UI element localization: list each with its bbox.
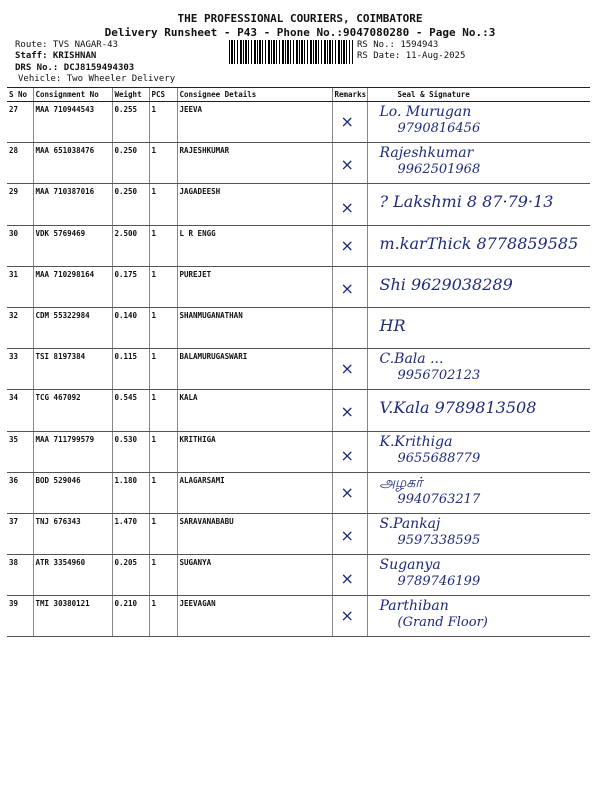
- cell-pcs: 1: [149, 431, 177, 472]
- col-sno: S No: [7, 88, 33, 102]
- cell-consignee: KRITHIGA: [177, 431, 332, 472]
- cell-consignment: TSI 8197384: [33, 349, 112, 390]
- cell-sno: 33: [7, 349, 33, 390]
- col-consignment: Consignment No: [33, 88, 112, 102]
- cell-pcs: 1: [149, 266, 177, 307]
- cell-remarks: [332, 143, 367, 184]
- signature-handwriting: K.Krithiga: [379, 433, 453, 450]
- cell-consignee: JEEVAGAN: [177, 596, 332, 637]
- signature-handwriting: HR: [379, 315, 406, 335]
- cell-consignment: TNJ 676343: [33, 513, 112, 554]
- drs-label: DRS No.:: [15, 63, 59, 73]
- cell-signature: [367, 596, 590, 637]
- cell-remarks: [332, 390, 367, 431]
- cell-remarks: [332, 307, 367, 348]
- cell-sno: 36: [7, 472, 33, 513]
- cell-consignment: MAA 710944543: [33, 102, 112, 143]
- signature-phone: 9597338595: [397, 532, 481, 548]
- cell-remarks: [332, 555, 367, 596]
- cell-consignee: KALA: [177, 390, 332, 431]
- cell-consignee: ALAGARSAMI: [177, 472, 332, 513]
- cell-consignment: MAA 710298164: [33, 266, 112, 307]
- signature-handwriting: Rajeshkumar: [379, 145, 474, 162]
- signature-phone: (Grand Floor): [397, 615, 488, 631]
- cell-pcs: 1: [149, 143, 177, 184]
- cell-consignee: PUREJET: [177, 266, 332, 307]
- cell-sno: 29: [7, 184, 33, 225]
- cell-pcs: 1: [149, 472, 177, 513]
- cell-consignee: SUGANYA: [177, 555, 332, 596]
- cell-sno: 39: [7, 596, 33, 637]
- remark-mark: ×: [340, 112, 354, 131]
- table-row: [7, 596, 590, 637]
- cell-weight: 0.115: [112, 349, 149, 390]
- drs-value: DCJ8159494303: [63, 63, 135, 73]
- signature-phone: 9790816456: [397, 121, 481, 136]
- table-row: [7, 184, 590, 225]
- cell-signature: [367, 225, 590, 266]
- cell-pcs: 1: [149, 307, 177, 348]
- cell-pcs: 1: [149, 102, 177, 143]
- cell-weight: 0.250: [112, 143, 149, 184]
- cell-consignee: JEEVA: [177, 102, 332, 143]
- rs-number: RS No.: 1594943: [357, 40, 439, 50]
- cell-consignment: VDK 5769469: [33, 225, 112, 266]
- cell-sno: 38: [7, 555, 33, 596]
- table-row: [7, 143, 590, 184]
- table-row: [7, 307, 590, 348]
- table-row: [7, 513, 590, 554]
- cell-consignee: L R ENGG: [177, 225, 332, 266]
- cell-consignee: SHANMUGANATHAN: [177, 307, 332, 348]
- table-row: [7, 266, 590, 307]
- cell-pcs: 1: [149, 513, 177, 554]
- cell-signature: [367, 513, 590, 554]
- cell-signature: [367, 266, 590, 307]
- signature-handwriting: Parthiban: [379, 598, 449, 615]
- cell-sno: 35: [7, 431, 33, 472]
- table-row: [7, 431, 590, 472]
- cell-sno: 27: [7, 102, 33, 143]
- remark-mark: ×: [340, 606, 354, 626]
- remark-mark: ×: [340, 402, 354, 422]
- cell-weight: 0.140: [112, 307, 149, 348]
- signature-handwriting: அழகர்: [379, 474, 423, 491]
- cell-consignee: BALAMURUGASWARI: [177, 349, 332, 390]
- cell-weight: 0.175: [112, 266, 149, 307]
- cell-remarks: [332, 513, 367, 554]
- cell-consignee: RAJESHKUMAR: [177, 143, 332, 184]
- cell-consignment: MAA 711799579: [33, 431, 112, 472]
- cell-signature: [367, 102, 590, 143]
- signature-phone: 9962501968: [397, 162, 481, 178]
- table-header-row: [7, 88, 590, 102]
- cell-signature: [367, 307, 590, 348]
- col-weight: Weight: [112, 88, 149, 102]
- cell-signature: [367, 349, 590, 390]
- remark-mark: ×: [340, 525, 354, 545]
- cell-pcs: 1: [149, 349, 177, 390]
- cell-weight: 0.255: [112, 102, 149, 143]
- cell-sno: 31: [7, 266, 33, 307]
- cell-consignee: JAGADEESH: [177, 184, 332, 225]
- signature-handwriting: Lo. Murugan: [379, 104, 472, 120]
- rs-date: RS Date: 11-Aug-2025: [357, 51, 466, 61]
- drs-number: [15, 63, 134, 73]
- col-pcs: PCS: [149, 88, 177, 102]
- cell-weight: 0.250: [112, 184, 149, 225]
- signature-handwriting: V.Kala 9789813508: [379, 398, 537, 418]
- col-signature: Seal & Signature: [367, 88, 590, 102]
- signature-handwriting: Suganya: [379, 557, 441, 574]
- remark-mark: ×: [340, 235, 354, 255]
- cell-remarks: [332, 102, 367, 143]
- col-consignee: Consignee Details: [177, 88, 332, 102]
- cell-consignment: ATR 3354960: [33, 555, 112, 596]
- cell-weight: 0.210: [112, 596, 149, 637]
- remark-mark: ×: [340, 359, 354, 379]
- runsheet-subtitle: Delivery Runsheet - P43 - Phone No.:9047080280 - Page No.:3: [104, 26, 496, 39]
- table-row: [7, 102, 590, 143]
- cell-sno: 34: [7, 390, 33, 431]
- signature-handwriting: C.Bala ...: [379, 351, 444, 368]
- cell-consignee: SARAVANABABU: [177, 513, 332, 554]
- cell-pcs: 1: [149, 555, 177, 596]
- signature-phone: 9655688779: [397, 450, 481, 466]
- cell-consignment: BOD 529046: [33, 472, 112, 513]
- barcode-image: [229, 40, 353, 64]
- remark-mark: ×: [340, 569, 354, 589]
- cell-signature: [367, 184, 590, 225]
- signature-handwriting: ? Lakshmi 8 87·79·13: [379, 192, 554, 212]
- cell-sno: 30: [7, 225, 33, 266]
- cell-sno: 37: [7, 513, 33, 554]
- runsheet-table: [7, 87, 590, 637]
- cell-pcs: 1: [149, 225, 177, 266]
- cell-weight: 1.180: [112, 472, 149, 513]
- cell-remarks: [332, 266, 367, 307]
- cell-sno: 28: [7, 143, 33, 184]
- cell-remarks: [332, 349, 367, 390]
- col-remarks: Remarks: [332, 88, 367, 102]
- table-row: [7, 349, 590, 390]
- signature-phone: 9956702123: [397, 368, 481, 384]
- signature-phone: 9940763217: [397, 491, 481, 507]
- cell-remarks: [332, 184, 367, 225]
- vehicle-label: Vehicle: Two Wheeler Delivery: [18, 74, 176, 84]
- cell-remarks: [332, 472, 367, 513]
- cell-remarks: [332, 431, 367, 472]
- cell-weight: 2.500: [112, 225, 149, 266]
- table-row: [7, 472, 590, 513]
- table-row: [7, 555, 590, 596]
- remark-mark: ×: [340, 198, 354, 218]
- cell-consignment: TMI 30380121: [33, 596, 112, 637]
- cell-consignment: TCG 467092: [33, 390, 112, 431]
- cell-signature: [367, 472, 590, 513]
- route-label: Route: TVS NAGAR-43: [15, 40, 118, 50]
- staff-label: Staff: KRISHNAN: [15, 51, 97, 61]
- table-row: [7, 390, 590, 431]
- cell-signature: [367, 143, 590, 184]
- cell-weight: 0.205: [112, 555, 149, 596]
- cell-consignment: MAA 710387016: [33, 184, 112, 225]
- signature-handwriting: m.karThick 8778859585: [379, 233, 579, 253]
- cell-pcs: 1: [149, 596, 177, 637]
- remark-mark: ×: [340, 445, 354, 465]
- cell-signature: [367, 431, 590, 472]
- cell-weight: 0.530: [112, 431, 149, 472]
- cell-remarks: [332, 596, 367, 637]
- company-title: THE PROFESSIONAL COURIERS, COIMBATORE: [177, 12, 423, 25]
- signature-handwriting: Shi 9629038289: [379, 274, 513, 294]
- cell-weight: 0.545: [112, 390, 149, 431]
- table-row: [7, 225, 590, 266]
- remark-mark: ×: [340, 155, 354, 175]
- cell-consignment: MAA 651038476: [33, 143, 112, 184]
- cell-consignment: CDM 55322984: [33, 307, 112, 348]
- remark-mark: ×: [340, 482, 354, 502]
- cell-weight: 1.470: [112, 513, 149, 554]
- cell-pcs: 1: [149, 390, 177, 431]
- cell-pcs: 1: [149, 184, 177, 225]
- cell-signature: [367, 555, 590, 596]
- signature-handwriting: S.Pankaj: [379, 515, 441, 532]
- cell-signature: [367, 390, 590, 431]
- remark-mark: ×: [340, 278, 354, 298]
- cell-remarks: [332, 225, 367, 266]
- cell-sno: 32: [7, 307, 33, 348]
- signature-phone: 9789746199: [397, 574, 481, 590]
